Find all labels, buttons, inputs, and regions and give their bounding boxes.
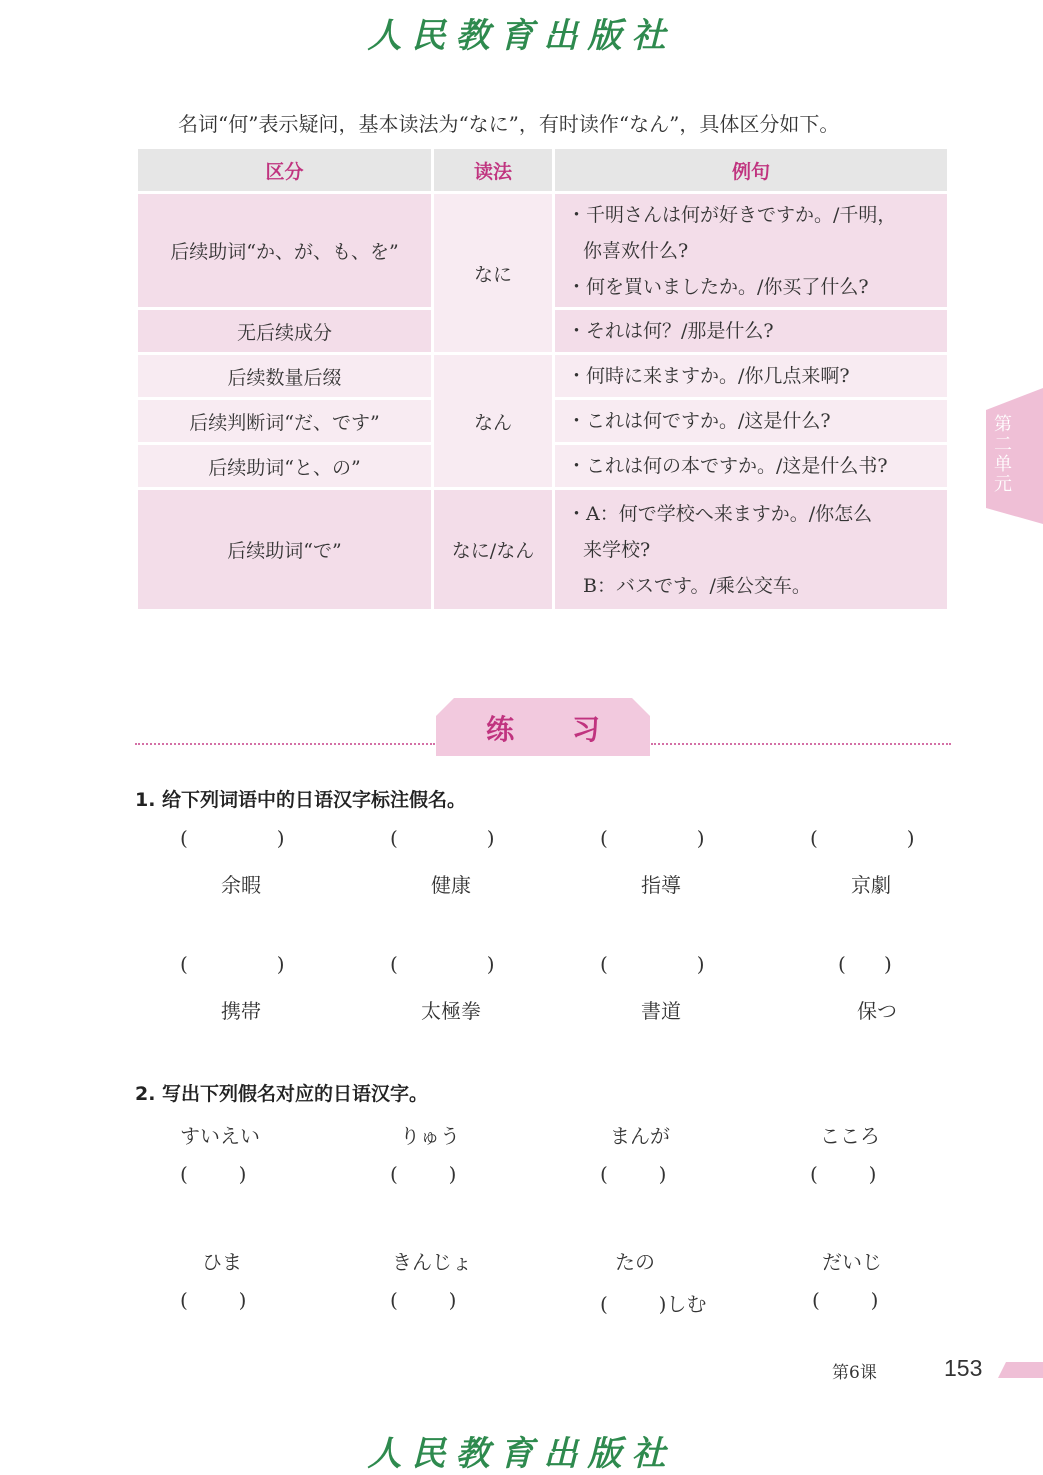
intro-text: 名词“何”表示疑问，基本读法为“なに”，有时读作“なん”，具体区分如下。 (178, 112, 840, 136)
lesson-label: 第6课 (832, 1363, 877, 1383)
answer-blank[interactable]: ( ) (390, 1162, 457, 1186)
example-cell (555, 310, 947, 352)
table-row (138, 490, 947, 609)
answer-blank[interactable]: ( ) (390, 826, 495, 850)
kana-word: きんじょ (392, 1250, 472, 1274)
example-line: ・それは何？/那是什么? (567, 320, 774, 342)
category-cell: 后续助词“で” (138, 490, 431, 609)
kanji-word: 書道 (641, 999, 681, 1023)
kanji-word: 健康 (431, 873, 471, 897)
example-cell (555, 490, 947, 609)
example-cell (555, 445, 947, 487)
answer-blank[interactable]: ( ) (180, 1162, 247, 1186)
example-line: ・千明さんは何が好きですか。/千明， (567, 203, 897, 226)
publisher-logo-header: 人民教育出版社 (367, 16, 676, 56)
kanji-word: 太極拳 (421, 999, 481, 1023)
reading-cell: なに (434, 194, 552, 352)
answer-blank[interactable]: ( ) (390, 1288, 457, 1312)
example-line: ・何を買いましたか。/你买了什么? (567, 275, 869, 298)
reading-cell: なに/なん (434, 490, 552, 609)
kanji-word: 指導 (641, 873, 681, 897)
kana-word: すいえい (180, 1124, 260, 1148)
answer-blank[interactable]: ( ) (180, 952, 285, 976)
header-category: 区分 (138, 149, 431, 191)
exercise-title: 练 习 (486, 713, 624, 746)
category-cell: 无后续成分 (138, 310, 431, 352)
table-row (138, 194, 947, 307)
header-reading: 读法 (434, 149, 552, 191)
category-cell: 后续助词“と、の” (138, 445, 431, 487)
answer-blank[interactable]: ( )しむ (600, 1292, 707, 1316)
question-2-title: 2. 写出下列假名对应的日语汉字。 (135, 1083, 429, 1105)
header-example: 例句 (555, 149, 947, 191)
example-line: ・何時に来ますか。/你几点来啊? (567, 365, 850, 387)
kana-word: ひま (202, 1250, 242, 1274)
kanji-word: 余暇 (221, 873, 261, 897)
example-cell (555, 400, 947, 442)
kana-word: りゅう (400, 1124, 460, 1148)
answer-blank[interactable]: ( ) (810, 1162, 877, 1186)
category-cell: 后续判断词“だ、です” (138, 400, 431, 442)
example-line: B：バスです。/乘公交车。 (583, 574, 811, 597)
kanji-word: 保つ (857, 999, 897, 1023)
example-cell (555, 355, 947, 397)
divider-dots-left (135, 743, 435, 745)
example-line: ・これは何の本ですか。/这是什么书? (567, 455, 888, 477)
answer-blank[interactable]: ( ) (812, 1288, 879, 1312)
question-1-title: 1. 给下列词语中的日语汉字标注假名。 (135, 789, 467, 811)
answer-blank[interactable]: ( ) (180, 1288, 247, 1312)
kanji-word: 携帯 (221, 999, 261, 1023)
page-number: 153 (944, 1355, 983, 1381)
example-line: ・これは何ですか。/这是什么? (567, 410, 831, 432)
unit-side-label: 第二单元 (991, 414, 1012, 494)
answer-blank[interactable]: ( ) (810, 826, 915, 850)
kana-word: たの (615, 1250, 655, 1274)
example-line: 你喜欢什么? (583, 239, 689, 262)
answer-blank[interactable]: ( ) (600, 952, 705, 976)
example-line: 来学校? (583, 538, 651, 561)
answer-blank[interactable]: ( ) (180, 826, 285, 850)
answer-blank[interactable]: ( ) (600, 1162, 667, 1186)
answer-blank[interactable]: ( ) (838, 952, 892, 976)
category-cell: 后续数量后缀 (138, 355, 431, 397)
kana-word: まんが (610, 1124, 670, 1148)
divider-dots-right (651, 743, 951, 745)
reading-cell: なん (434, 355, 552, 487)
publisher-logo-footer: 人民教育出版社 (367, 1434, 676, 1474)
answer-blank[interactable]: ( ) (390, 952, 495, 976)
example-cell (555, 194, 947, 307)
kana-word: だいじ (822, 1250, 882, 1274)
kanji-word: 京劇 (851, 873, 891, 897)
page-marker-bar (998, 1362, 1043, 1378)
category-cell: 后续助词“か、が、も、を” (138, 194, 431, 307)
reading-table (135, 146, 950, 612)
answer-blank[interactable]: ( ) (600, 826, 705, 850)
table-row (138, 355, 947, 397)
example-line: ・A：何で学校へ来ますか。/你怎么 (567, 502, 873, 525)
kana-word: こころ (820, 1124, 880, 1148)
